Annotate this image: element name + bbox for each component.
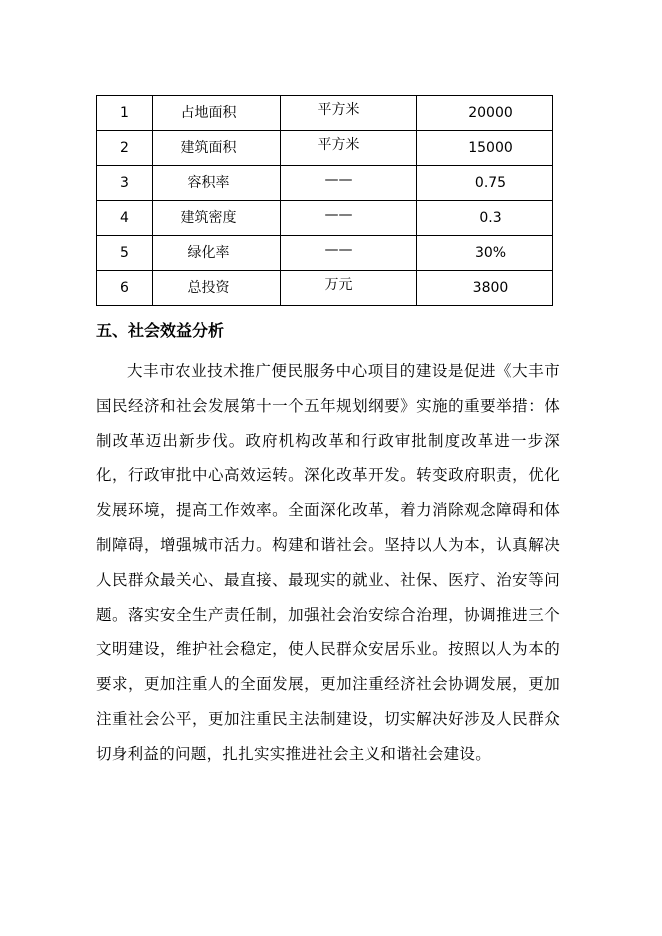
item-name-cell: 建筑面积 [153,131,281,166]
value-cell: 15000 [417,131,553,166]
section-heading: 五、社会效益分析 [96,321,225,340]
row-number-cell: 6 [97,271,153,306]
item-name-cell: 建筑密度 [153,201,281,236]
unit-cell: 万元 [281,271,417,306]
value-cell: 0.3 [417,201,553,236]
unit-cell: —— [281,166,417,201]
unit-cell: 平方米 [281,96,417,131]
row-number-cell: 5 [97,236,153,271]
value-cell: 20000 [417,96,553,131]
unit-cell: —— [281,236,417,271]
table-row [97,131,553,166]
table-row [97,96,553,131]
body-paragraph: 大丰市农业技术推广便民服务中心项目的建设是促进《大丰市国民经济和社会发展第十一个五年规划纲要》实施的重要举措：体制改革迈出新步伐。政府机构改革和行政审批制度改革进一步深化，行政审批中心高效运转。深化改革开发。转变政府职责，优化发展环境，提高工作效率。全面深化改革，着力消除观念障碍和体制障碍，增强城市活力。构建和谐社会。坚持以人为本，认真解决人民群众最关心、最直接、最现实的就业、社保、医疗、治安等问题。落实安全生产责任制，加强社会治安综合治理，协调推进三个文明建设，维护社会稳定，使人民群众安居乐业。按照以人为本的要求，更加注重人的全面发展，更加注重经济社会协调发展，更加注重社会公平，更加注重民主法制建设，切实解决好涉及人民群众切身利益的问题，扎扎实实推进社会主义和谐社会建设。 [96,362,560,763]
table-row [97,236,553,271]
value-cell: 3800 [417,271,553,306]
row-number-cell: 2 [97,131,153,166]
unit-cell: —— [281,201,417,236]
project-indicators-table [96,95,553,306]
value-cell: 0.75 [417,166,553,201]
item-name-cell: 占地面积 [153,96,281,131]
item-name-cell: 总投资 [153,271,281,306]
table-row [97,201,553,236]
table-row [97,166,553,201]
table-row [97,271,553,306]
value-cell: 30% [417,236,553,271]
unit-cell: 平方米 [281,131,417,166]
row-number-cell: 4 [97,201,153,236]
item-name-cell: 绿化率 [153,236,281,271]
item-name-cell: 容积率 [153,166,281,201]
row-number-cell: 1 [97,96,153,131]
row-number-cell: 3 [97,166,153,201]
